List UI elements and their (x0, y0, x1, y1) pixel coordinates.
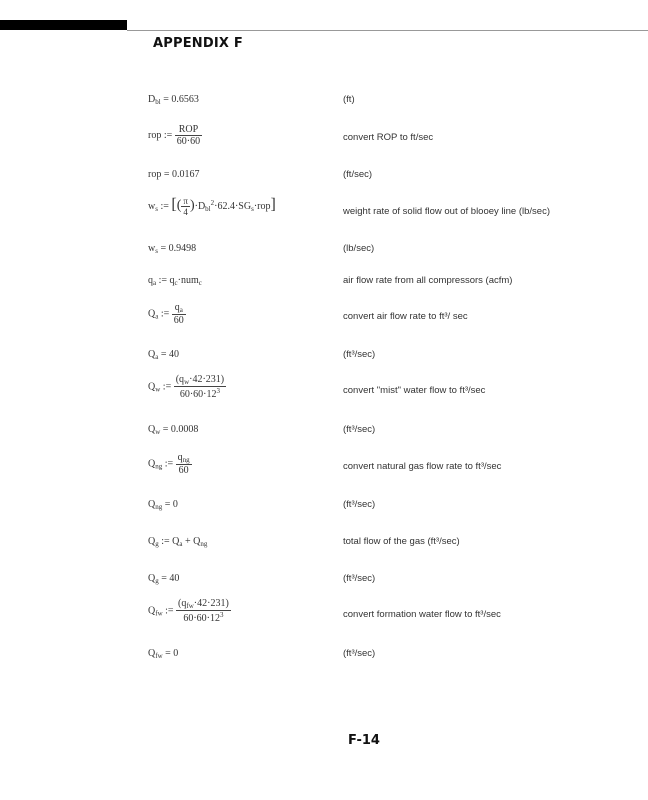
equation: $w_s = 0.9498$ (148, 243, 197, 255)
top-rule (127, 30, 648, 31)
page-header: APPENDIX F (153, 36, 243, 51)
equation: $Q_g$ := $Q_a + Q_{ng}$ (148, 536, 208, 548)
equation-description: convert ROP to ft/sec (343, 132, 434, 143)
equation: $Q_{ng}$ := $\frac{q_{ng}}{60}$ (148, 452, 190, 476)
equation: rop := $\frac{\text{ROP}}{60\cdot 60}$ (148, 124, 201, 147)
equation: $Q_{fw} = 0$ (148, 648, 179, 660)
equation: rop = 0.0167 (148, 169, 200, 180)
equation-description: (ft³/sec) (343, 499, 376, 510)
equation-description: (ft³/sec) (343, 424, 376, 435)
equation: $Q_w = 0.0008$ (148, 424, 199, 436)
equation-description: (ft/sec) (343, 169, 373, 180)
equation-description: (lb/sec) (343, 243, 375, 254)
equation-description: convert "mist" water flow to ft³/sec (343, 385, 486, 396)
equation-description: air flow rate from all compressors (acfm) (343, 275, 513, 286)
equation-description: (ft³/sec) (343, 349, 376, 360)
equation: $Q_a$ := $\frac{q_a}{60}$ (148, 302, 184, 326)
equation-description: convert air flow rate to ft³/ sec (343, 311, 468, 322)
equation-description: convert natural gas flow rate to ft³/sec (343, 461, 502, 472)
equation: $Q_a = 40$ (148, 349, 179, 361)
equation: $Q_g = 40$ (148, 573, 180, 585)
equation-description: (ft³/sec) (343, 573, 376, 584)
top-bar-accent (0, 20, 127, 30)
equation: $Q_{fw}$ := $\frac{(q_{fw}\cdot 42\cdot 231)}{60\cdot 60\cdot 12^3}$ (148, 598, 229, 624)
equation-description: convert formation water flow to ft³/sec (343, 609, 501, 620)
page-number: F-14 (348, 733, 380, 748)
equation: $q_a$ := $q_c\cdot num_c$ (148, 275, 202, 287)
equation: $D_{bl} = 0.6563$ (148, 94, 199, 106)
equation-description: total flow of the gas (ft³/sec) (343, 536, 460, 547)
equation: $Q_{ng} = 0$ (148, 499, 178, 511)
equation: $Q_w$ := $\frac{(q_w\cdot 42\cdot 231)}{60\cdot 60\cdot 12^3}$ (148, 374, 225, 400)
equation-description: (ft) (343, 94, 355, 105)
equation-description: weight rate of solid flow out of blooey line (lb/sec) (343, 206, 550, 217)
equation-description: (ft³/sec) (343, 648, 376, 659)
equation: $w_s$ := [( $\frac{\pi}{4}$ )$\cdot D_{bl}^2\cdot 62.4\cdot SG_s\cdot rop$] (148, 196, 276, 218)
